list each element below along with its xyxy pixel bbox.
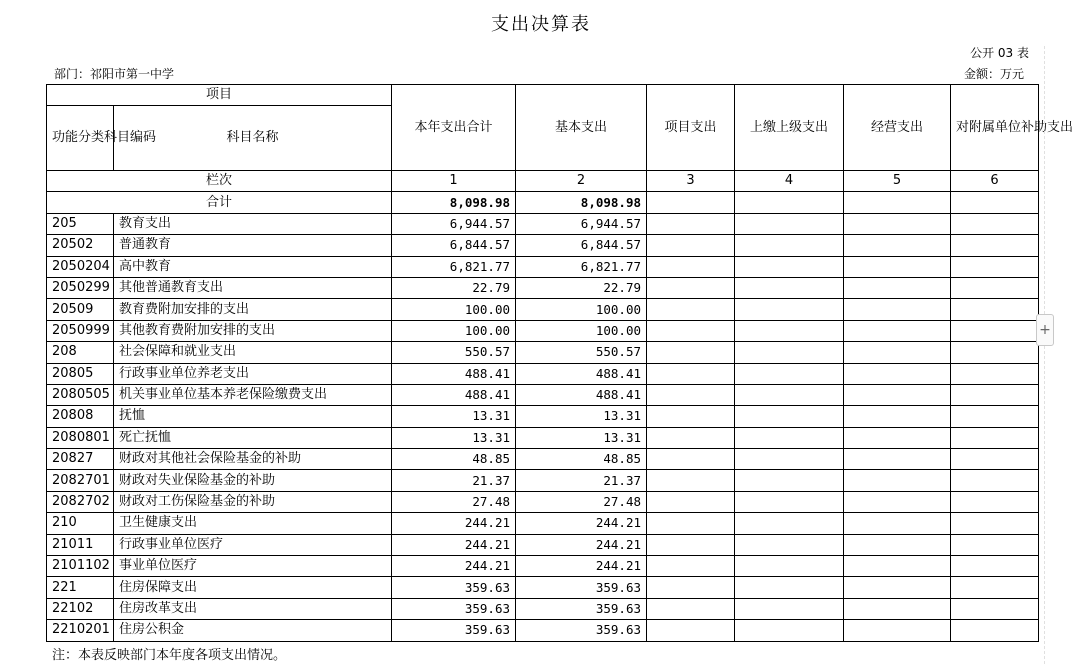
- header-project: 项目: [47, 85, 392, 106]
- header-col-5: 经营支出: [844, 85, 951, 171]
- func-code-cell: 208: [47, 342, 114, 363]
- amount-cell: 244.21: [392, 513, 516, 534]
- subject-name-cell: 教育支出: [114, 213, 392, 234]
- column-number: 1: [392, 171, 516, 192]
- amount-cell: [844, 620, 951, 641]
- table-row: [47, 299, 1039, 320]
- total-label: 合计: [47, 192, 392, 213]
- func-code-cell: 21011: [47, 534, 114, 555]
- amount-cell: [647, 598, 735, 619]
- amount-cell: 21.37: [392, 470, 516, 491]
- amount-cell: [735, 320, 844, 341]
- table-row: [47, 534, 1039, 555]
- table-row: [47, 513, 1039, 534]
- table-row: [47, 449, 1039, 470]
- amount-cell: 359.63: [516, 620, 647, 641]
- func-code-cell: 221: [47, 577, 114, 598]
- func-code-cell: 2080505: [47, 384, 114, 405]
- subject-name-cell: 普通教育: [114, 235, 392, 256]
- expand-button[interactable]: [1036, 314, 1054, 346]
- amount-cell: 550.57: [516, 342, 647, 363]
- amount-cell: [647, 320, 735, 341]
- amount-cell: [951, 620, 1039, 641]
- table-row: [47, 256, 1039, 277]
- header-col-1: 本年支出合计: [392, 85, 516, 171]
- header-col-6: 对附属单位补助支出: [951, 85, 1039, 171]
- amount-cell: [735, 363, 844, 384]
- amount-cell: 6,844.57: [516, 235, 647, 256]
- amount-cell: 244.21: [516, 556, 647, 577]
- amount-cell: [951, 213, 1039, 234]
- amount-cell: [951, 491, 1039, 512]
- amount-cell: [735, 470, 844, 491]
- amount-cell: 48.85: [516, 449, 647, 470]
- amount-cell: [647, 556, 735, 577]
- amount-cell: 488.41: [516, 363, 647, 384]
- amount-cell: [951, 320, 1039, 341]
- func-code-cell: 2082701: [47, 470, 114, 491]
- func-code-cell: 2050299: [47, 277, 114, 298]
- amount-cell: [951, 449, 1039, 470]
- table-row: [47, 277, 1039, 298]
- table-row: [47, 363, 1039, 384]
- amount-cell: [647, 470, 735, 491]
- amount-cell: [647, 363, 735, 384]
- amount-cell: [951, 577, 1039, 598]
- amount-cell: [951, 342, 1039, 363]
- amount-cell: [735, 449, 844, 470]
- header-row-top: [47, 85, 1039, 106]
- unit-label: 金额：万元: [963, 67, 1024, 81]
- column-number-row: [47, 171, 1039, 192]
- column-number: 6: [951, 171, 1039, 192]
- table-row: [47, 406, 1039, 427]
- subject-name-cell: 社会保障和就业支出: [114, 342, 392, 363]
- amount-cell: 359.63: [392, 577, 516, 598]
- subject-name-cell: 其他普通教育支出: [114, 277, 392, 298]
- table-row: [47, 556, 1039, 577]
- amount-cell: [844, 598, 951, 619]
- subject-name-cell: 机关事业单位基本养老保险缴费支出: [114, 384, 392, 405]
- amount-cell: 48.85: [392, 449, 516, 470]
- column-number: 3: [647, 171, 735, 192]
- amount-cell: 550.57: [392, 342, 516, 363]
- amount-cell: [647, 577, 735, 598]
- subject-name-cell: 教育费附加安排的支出: [114, 299, 392, 320]
- amount-cell: 22.79: [516, 277, 647, 298]
- column-number: 5: [844, 171, 951, 192]
- amount-cell: [647, 427, 735, 448]
- table-row: [47, 598, 1039, 619]
- amount-cell: 244.21: [516, 534, 647, 555]
- amount-cell: [844, 577, 951, 598]
- header-col-2: 基本支出: [516, 85, 647, 171]
- amount-cell: 6,844.57: [392, 235, 516, 256]
- amount-cell: [844, 406, 951, 427]
- total-row: [47, 192, 1039, 213]
- amount-cell: [844, 491, 951, 512]
- department-label: 部门：祁阳市第一中学: [54, 67, 175, 81]
- amount-cell: [844, 556, 951, 577]
- amount-cell: 244.21: [392, 534, 516, 555]
- amount-cell: 22.79: [392, 277, 516, 298]
- table-row: [47, 427, 1039, 448]
- amount-cell: [647, 384, 735, 405]
- plus-icon: +: [1039, 322, 1051, 338]
- func-code-cell: 20808: [47, 406, 114, 427]
- amount-cell: 13.31: [392, 406, 516, 427]
- header-func-code: 功能分类科目编码: [47, 106, 114, 171]
- total-value: [951, 192, 1039, 213]
- amount-cell: [735, 491, 844, 512]
- amount-cell: [647, 534, 735, 555]
- amount-cell: [951, 384, 1039, 405]
- table-row: [47, 342, 1039, 363]
- func-code-cell: 20805: [47, 363, 114, 384]
- amount-cell: [647, 213, 735, 234]
- amount-cell: [844, 513, 951, 534]
- amount-cell: [647, 491, 735, 512]
- amount-cell: 6,944.57: [392, 213, 516, 234]
- amount-cell: [735, 384, 844, 405]
- amount-cell: [844, 384, 951, 405]
- table-row: [47, 620, 1039, 641]
- amount-cell: [844, 235, 951, 256]
- total-value: 8,098.98: [392, 192, 516, 213]
- form-code: 公开 03 表: [970, 46, 1029, 60]
- subject-name-cell: 财政对失业保险基金的补助: [114, 470, 392, 491]
- amount-cell: [735, 342, 844, 363]
- amount-cell: [951, 406, 1039, 427]
- total-value: 8,098.98: [516, 192, 647, 213]
- amount-cell: [844, 363, 951, 384]
- amount-cell: [647, 620, 735, 641]
- amount-cell: 27.48: [392, 491, 516, 512]
- amount-cell: 13.31: [516, 406, 647, 427]
- amount-cell: [647, 235, 735, 256]
- amount-cell: [951, 235, 1039, 256]
- amount-cell: 27.48: [516, 491, 647, 512]
- amount-cell: [735, 556, 844, 577]
- subject-name-cell: 住房公积金: [114, 620, 392, 641]
- func-code-cell: 2080801: [47, 427, 114, 448]
- func-code-cell: 205: [47, 213, 114, 234]
- amount-cell: [735, 534, 844, 555]
- amount-cell: [647, 277, 735, 298]
- amount-cell: 100.00: [392, 320, 516, 341]
- amount-cell: [844, 427, 951, 448]
- subject-name-cell: 抚恤: [114, 406, 392, 427]
- subject-name-cell: 住房保障支出: [114, 577, 392, 598]
- column-number: 2: [516, 171, 647, 192]
- page-edge-guide: [1044, 46, 1045, 664]
- amount-cell: 488.41: [392, 363, 516, 384]
- amount-cell: [844, 470, 951, 491]
- amount-cell: [647, 406, 735, 427]
- subject-name-cell: 卫生健康支出: [114, 513, 392, 534]
- table-row: [47, 491, 1039, 512]
- header-col-4: 上缴上级支出: [735, 85, 844, 171]
- expenditure-table: [46, 84, 1074, 642]
- subject-name-cell: 高中教育: [114, 256, 392, 277]
- table-row: [47, 470, 1039, 491]
- amount-cell: 13.31: [516, 427, 647, 448]
- amount-cell: [844, 213, 951, 234]
- table-row: [47, 320, 1039, 341]
- column-number: 4: [735, 171, 844, 192]
- amount-cell: [951, 513, 1039, 534]
- amount-cell: [951, 299, 1039, 320]
- amount-cell: [844, 299, 951, 320]
- func-code-cell: 20509: [47, 299, 114, 320]
- amount-cell: [951, 598, 1039, 619]
- func-code-cell: 2101102: [47, 556, 114, 577]
- amount-cell: [735, 427, 844, 448]
- amount-cell: 488.41: [516, 384, 647, 405]
- amount-cell: 359.63: [516, 577, 647, 598]
- amount-cell: [647, 449, 735, 470]
- amount-cell: [844, 277, 951, 298]
- subject-name-cell: 其他教育费附加安排的支出: [114, 320, 392, 341]
- amount-cell: [735, 598, 844, 619]
- amount-cell: 6,944.57: [516, 213, 647, 234]
- subject-name-cell: 财政对其他社会保险基金的补助: [114, 449, 392, 470]
- subject-name-cell: 行政事业单位养老支出: [114, 363, 392, 384]
- amount-cell: [844, 342, 951, 363]
- subject-name-cell: 行政事业单位医疗: [114, 534, 392, 555]
- amount-cell: [844, 534, 951, 555]
- amount-cell: [844, 256, 951, 277]
- amount-cell: 21.37: [516, 470, 647, 491]
- amount-cell: 6,821.77: [516, 256, 647, 277]
- amount-cell: [735, 277, 844, 298]
- table-row: [47, 384, 1039, 405]
- func-code-cell: 210: [47, 513, 114, 534]
- amount-cell: 13.31: [392, 427, 516, 448]
- table-note: 注：本表反映部门本年度各项支出情况。: [52, 648, 287, 663]
- amount-cell: [647, 513, 735, 534]
- total-value: [647, 192, 735, 213]
- amount-cell: [735, 213, 844, 234]
- amount-cell: 100.00: [392, 299, 516, 320]
- amount-cell: 359.63: [516, 598, 647, 619]
- amount-cell: [844, 320, 951, 341]
- amount-cell: 359.63: [392, 598, 516, 619]
- table-row: [47, 213, 1039, 234]
- amount-cell: [951, 534, 1039, 555]
- amount-cell: [951, 556, 1039, 577]
- total-value: [735, 192, 844, 213]
- amount-cell: [951, 256, 1039, 277]
- func-code-cell: 2210201: [47, 620, 114, 641]
- func-code-cell: 2050204: [47, 256, 114, 277]
- amount-cell: [735, 235, 844, 256]
- subject-name-cell: 住房改革支出: [114, 598, 392, 619]
- amount-cell: [735, 299, 844, 320]
- func-code-cell: 20502: [47, 235, 114, 256]
- amount-cell: [951, 470, 1039, 491]
- amount-cell: [951, 277, 1039, 298]
- amount-cell: [647, 342, 735, 363]
- page-title: 支出决算表: [491, 14, 591, 35]
- amount-cell: [735, 620, 844, 641]
- amount-cell: [951, 363, 1039, 384]
- amount-cell: [951, 427, 1039, 448]
- amount-cell: 359.63: [392, 620, 516, 641]
- amount-cell: 244.21: [392, 556, 516, 577]
- header-col-3: 项目支出: [647, 85, 735, 171]
- func-code-cell: 20827: [47, 449, 114, 470]
- func-code-cell: 22102: [47, 598, 114, 619]
- amount-cell: [735, 406, 844, 427]
- row-label: 栏次: [47, 171, 392, 192]
- table-row: [47, 235, 1039, 256]
- amount-cell: 244.21: [516, 513, 647, 534]
- amount-cell: [844, 449, 951, 470]
- amount-cell: 488.41: [392, 384, 516, 405]
- subject-name-cell: 死亡抚恤: [114, 427, 392, 448]
- amount-cell: 100.00: [516, 320, 647, 341]
- func-code-cell: 2082702: [47, 491, 114, 512]
- subject-name-cell: 事业单位医疗: [114, 556, 392, 577]
- amount-cell: 6,821.77: [392, 256, 516, 277]
- func-code-cell: 2050999: [47, 320, 114, 341]
- total-value: [844, 192, 951, 213]
- table-row: [47, 577, 1039, 598]
- amount-cell: 100.00: [516, 299, 647, 320]
- amount-cell: [735, 256, 844, 277]
- amount-cell: [735, 513, 844, 534]
- amount-cell: [647, 299, 735, 320]
- subject-name-cell: 财政对工伤保险基金的补助: [114, 491, 392, 512]
- amount-cell: [735, 577, 844, 598]
- amount-cell: [647, 256, 735, 277]
- header-subject-name: 科目名称: [114, 106, 392, 171]
